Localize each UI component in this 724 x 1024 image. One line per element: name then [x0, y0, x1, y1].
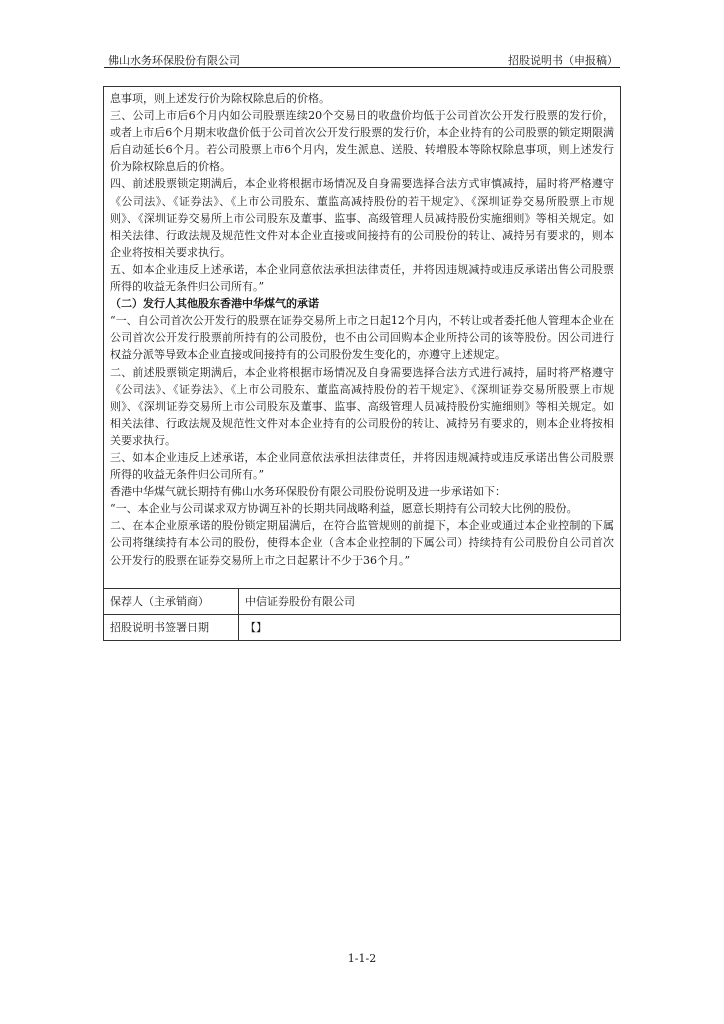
sign-date-value: 【】	[245, 621, 267, 634]
sponsor-value: 中信证券股份有限公司	[245, 595, 355, 608]
sign-date-label: 招股说明书签署日期	[104, 615, 239, 641]
main-table	[103, 86, 621, 641]
page-number: 1-1-2	[347, 952, 377, 965]
sign-date-row	[104, 614, 620, 641]
sponsor-label: 保荐人（主承销商）	[104, 589, 239, 615]
paragraph: 三、公司上市后6个月内如公司股票连续20个交易日的收盘价均低于公司首次公开发行股票的发行价，或者上市后6个月期末收盘价低于公司首次公开发行股票的发行价，本企业持有的公司股票的锁定期限满后自动延长6个月。若公司股票上市6个月内，发生派息、送股、转增股本等除权除息事项，则上述发行价为除权除息后的价格。	[110, 109, 614, 174]
header-document-title: 招股说明书（申报稿）	[508, 54, 618, 67]
paragraph: 二、在本企业原承诺的股份锁定期届满后，在符合监管规则的前提下，本企业或通过本企业控制的下属公司将继续持有本公司的股份，使得本企业（含本企业控制的下属公司）持续持有公司股份自公司首次公开发行的股票在证券交易所上市之日起累计不少于36个月。”	[110, 519, 614, 567]
section-heading: （二）发行人其他股东香港中华煤气的承诺	[110, 297, 319, 311]
paragraph: 四、前述股票锁定期满后，本企业将根据市场情况及自身需要选择合法方式审慎减持，届时将严格遵守《公司法》、《证券法》、《上市公司股东、董监高减持股份的若干规定》、《深圳证券交易所股票上市规则》、《深圳证券交易所上市公司股东及董事、监事、高级管理人员减持股份实施细则》等相关规定。如相关法律、行政法规及规范性文件对本企业直接或间接持有的公司股份的转让、减持另有要求的，则本企业将按相关要求执行。	[110, 177, 614, 259]
paragraph: “一、本企业与公司谋求双方协调互补的长期共同战略利益，愿意长期持有公司较大比例的股份。	[110, 502, 578, 516]
commitment-content	[104, 87, 620, 588]
paragraph: “一、自公司首次公开发行的股票在证券交易所上市之日起12个月内，不转让或者委托他人管理本企业在公司首次公开发行股票前所持有的公司股份，也不由公司回购本企业所持公司的该等股份。因公司进行权益分派等导致本企业直接或间接持有的公司股份发生变化的，亦遵守上述规定。	[110, 314, 614, 362]
paragraph: 息事项，则上述发行价为除权除息后的价格。	[110, 92, 330, 105]
paragraph: 三、如本企业违反上述承诺，本企业同意依法承担法律责任，并将因违规减持或违反承诺出售公司股票所得的收益无条件归公司所有。”	[110, 450, 614, 482]
header-rule	[104, 67, 620, 68]
header-company-name: 佛山水务环保股份有限公司	[108, 54, 240, 67]
paragraph: 二、前述股票锁定期满后，本企业将根据市场情况及自身需要选择合法方式进行减持，届时将严格遵守《公司法》、《证券法》、《上市公司股东、董监高减持股份的若干规定》、《深圳证券交易所股票上市规则》、《深圳证券交易所上市公司股东及董事、监事、高级管理人员减持股份实施细则》等相关规定。如相关法律、行政法规及规范性文件对本企业持有的公司股份的转让、减持另有要求的，则本企业将按相关要求执行。	[110, 365, 614, 447]
paragraph: 香港中华煤气就长期持有佛山水务环保股份有限公司股份说明及进一步承诺如下：	[110, 485, 506, 499]
paragraph: 五、如本企业违反上述承诺，本企业同意依法承担法律责任，并将因违规减持或违反承诺出售公司股票所得的收益无条件归公司所有。”	[110, 262, 614, 294]
sponsor-row	[104, 588, 620, 615]
